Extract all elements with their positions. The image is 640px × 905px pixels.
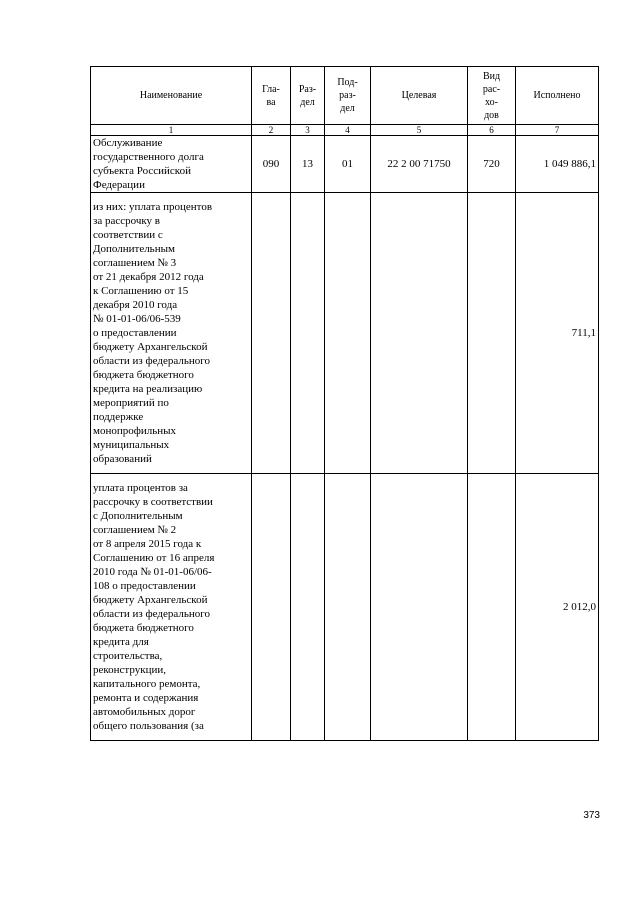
table-row	[91, 474, 599, 741]
row-podrazdel	[325, 193, 371, 474]
header-podrazdel: Под- раз- дел	[325, 67, 371, 125]
header-name: Наименование	[91, 67, 252, 125]
column-number: 4	[325, 125, 371, 136]
column-number: 3	[291, 125, 325, 136]
row-vid	[468, 474, 516, 741]
row-glava: 090	[252, 136, 291, 193]
row-name: из них: уплата процентов за рассрочку в соответствии с Дополнительным соглашением № 3 от 21 декабря 2012 года к Соглашению от 15 декабря 2010 года № 01-01-06/06-539 о предоставлении бюджету Архангельской области из федерального бюджета бюджетного кредита на реализацию мероприятий по поддержке монопрофильных муниципальных образований	[91, 193, 252, 474]
column-number: 7	[516, 125, 599, 136]
row-razdel: 13	[291, 136, 325, 193]
row-podrazdel	[325, 474, 371, 741]
row-ispolneno: 711,1	[516, 193, 599, 474]
row-celevaya: 22 2 00 71750	[371, 136, 468, 193]
row-podrazdel: 01	[325, 136, 371, 193]
row-ispolneno: 2 012,0	[516, 474, 599, 741]
row-glava	[252, 474, 291, 741]
row-celevaya	[371, 474, 468, 741]
header-vid: Вид рас- хо- дов	[468, 67, 516, 125]
row-razdel	[291, 193, 325, 474]
page-number: 373	[583, 810, 600, 821]
budget-table	[90, 66, 599, 741]
column-number: 6	[468, 125, 516, 136]
column-number: 1	[91, 125, 252, 136]
header-celevaya: Целевая	[371, 67, 468, 125]
header-ispolneno: Исполнено	[516, 67, 599, 125]
row-name: Обслуживание государственного долга субъекта Российской Федерации	[91, 136, 252, 193]
header-row	[91, 67, 599, 125]
row-ispolneno: 1 049 886,1	[516, 136, 599, 193]
row-name: уплата процентов за рассрочку в соответствии с Дополнительным соглашением № 2 от 8 апреля 2015 года к Соглашению от 16 апреля 2010 года № 01-01-06/06- 108 о предоставлении бюджету Архангельской области из федерального бюджета бюджетного кредита для строительства, реконструкции, капитального ремонта, ремонта и содержания автомобильных дорог общего пользования (за	[91, 474, 252, 741]
column-number-row	[91, 125, 599, 136]
column-number: 5	[371, 125, 468, 136]
table-row	[91, 136, 599, 193]
column-number: 2	[252, 125, 291, 136]
table-row	[91, 193, 599, 474]
row-celevaya	[371, 193, 468, 474]
row-razdel	[291, 474, 325, 741]
row-vid: 720	[468, 136, 516, 193]
header-glava: Гла- ва	[252, 67, 291, 125]
row-glava	[252, 193, 291, 474]
row-vid	[468, 193, 516, 474]
header-razdel: Раз- дел	[291, 67, 325, 125]
